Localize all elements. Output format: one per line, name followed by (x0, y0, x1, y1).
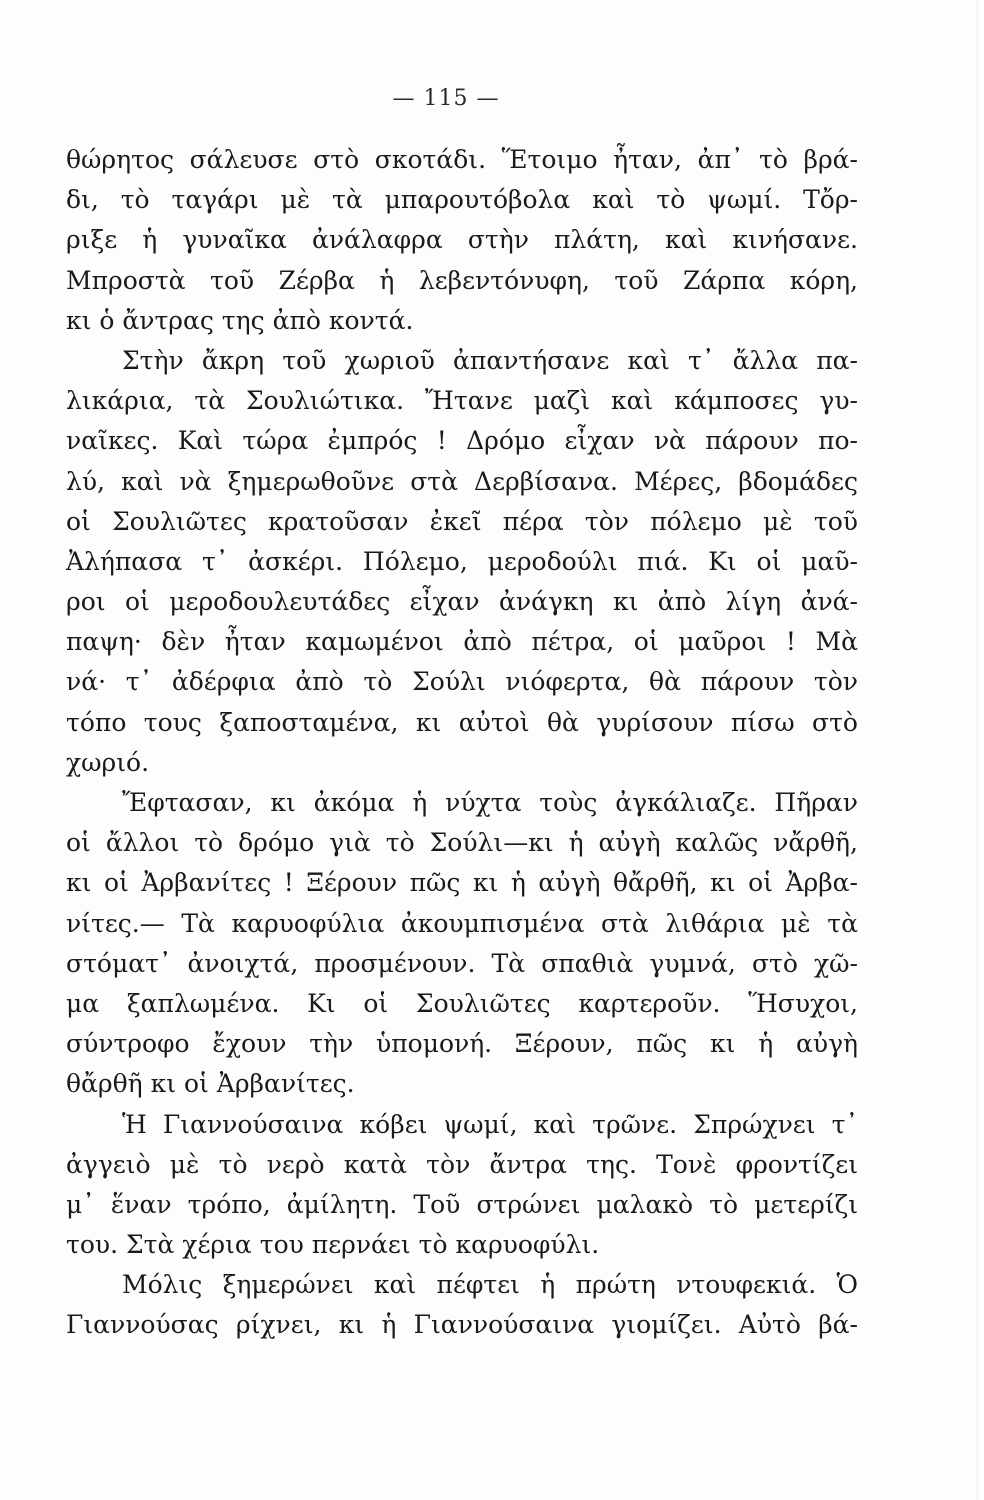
text-line: στόματ᾽ ἀνοιχτά, προσμένουν. Τὰ σπαθιὰ γυμνά, στὸ χῶ- (66, 948, 858, 978)
page-edge-shadow (976, 0, 978, 1500)
text-line: θἄρθῆ κι οἱ Ἀρβανίτες. (66, 1069, 355, 1099)
text-line: μα ξαπλωμένα. Κι οἱ Σουλιῶτες καρτεροῦν. Ἥσυχοι, (66, 988, 858, 1018)
text-line: Μπροστὰ τοῦ Ζέρβα ἡ λεβεντόνυφη, τοῦ Ζάρπα κόρη, (66, 265, 858, 295)
text-line: ἀγγειὸ μὲ τὸ νερὸ κατὰ τὸν ἄντρα της. Τονὲ φροντίζει (66, 1149, 858, 1179)
text-line: ναῖκες. Καὶ τώρα ἐμπρός ! Δρόμο εἶχαν νὰ πάρουν πο- (66, 426, 858, 456)
text-line: του. Στὰ χέρια του περνάει τὸ καρυοφύλι. (66, 1230, 600, 1260)
text-line: κι οἱ Ἀρβανίτες ! Ξέρουν πῶς κι ἡ αὐγὴ θἄρθῆ, κι οἱ Ἀρβα- (66, 868, 858, 898)
text-line: οἱ Σουλιῶτες κρατοῦσαν ἐκεῖ πέρα τὸν πόλεμο μὲ τοῦ (66, 506, 858, 536)
page-number: — 115 — (392, 86, 500, 111)
text-line: Μόλις ξημερώνει καὶ πέφτει ἡ πρώτη ντουφεκιά. Ὁ (122, 1270, 858, 1300)
text-line: κι ὁ ἄντρας της ἀπὸ κοντά. (66, 305, 414, 335)
text-line: θώρητος σάλευσε στὸ σκοτάδι. Ἕτοιμο ἦταν, ἀπ᾽ τὸ βρά- (66, 145, 858, 174)
text-line: χωριό. (66, 747, 150, 777)
text-line: Στὴν ἄκρη τοῦ χωριοῦ ἀπαντήσανε καὶ τ᾽ ἄλλα πα- (122, 345, 858, 375)
text-line: νά· τ᾽ ἀδέρφια ἀπὸ τὸ Σούλι νιόφερτα, θὰ πάρουν τὸν (66, 667, 858, 697)
text-line: οἱ ἄλλοι τὸ δρόμο γιὰ τὸ Σούλι—κι ἡ αὐγὴ καλῶς νἄρθῆ, (66, 828, 858, 858)
text-line: λύ, καὶ νὰ ξημερωθοῦνε στὰ Δερβίσανα. Μέρες, βδομάδες (66, 466, 858, 496)
text-line: τόπο τους ξαποσταμένα, κι αὐτοὶ θὰ γυρίσουν πίσω στὸ (66, 707, 858, 737)
text-line: δι, τὸ ταγάρι μὲ τὰ μπαρουτόβολα καὶ τὸ ψωμί. Τὄρ- (66, 185, 858, 215)
text-line: Ἡ Γιαννούσαινα κόβει ψωμί, καὶ τρῶνε. Σπρώχνει τ᾽ (122, 1109, 858, 1139)
text-line: λικάρια, τὰ Σουλιώτικα. Ἤτανε μαζὶ καὶ κάμποσες γυ- (66, 386, 858, 416)
text-line: ροι οἱ μεροδουλευτάδες εἶχαν ἀνάγκη κι ἀπὸ λίγη ἀνά- (66, 587, 858, 617)
text-line: Ἔφτασαν, κι ἀκόμα ἡ νύχτα τοὺς ἀγκάλιαζε. Πῆραν (122, 788, 858, 817)
text-line: Γιαννούσας ρίχνει, κι ἡ Γιαννούσαινα γιομίζει. Αὐτὸ βά- (66, 1310, 858, 1340)
text-line: σύντροφο ἔχουν τὴν ὑπομονή. Ξέρουν, πῶς κι ἡ αὐγὴ (66, 1029, 858, 1059)
text-line: νίτες.— Τὰ καρυοφύλια ἀκουμπισμένα στὰ λιθάρια μὲ τὰ (66, 908, 858, 938)
text-line: παψη· δὲν ἦταν καμωμένοι ἀπὸ πέτρα, οἱ μαῦροι ! Μὰ (66, 627, 858, 657)
text-line: Ἀλήπασα τ᾽ ἀσκέρι. Πόλεμο, μεροδούλι πιά. Κι οἱ μαῦ- (66, 546, 858, 576)
body-text (66, 140, 858, 1346)
text-line: ριξε ἡ γυναῖκα ἀνάλαφρα στὴν πλάτη, καὶ κινήσανε. (66, 225, 858, 255)
text-line: μ᾽ ἕναν τρόπο, ἀμίλητη. Τοῦ στρώνει μαλακὸ τὸ μετερίζι (66, 1189, 858, 1219)
